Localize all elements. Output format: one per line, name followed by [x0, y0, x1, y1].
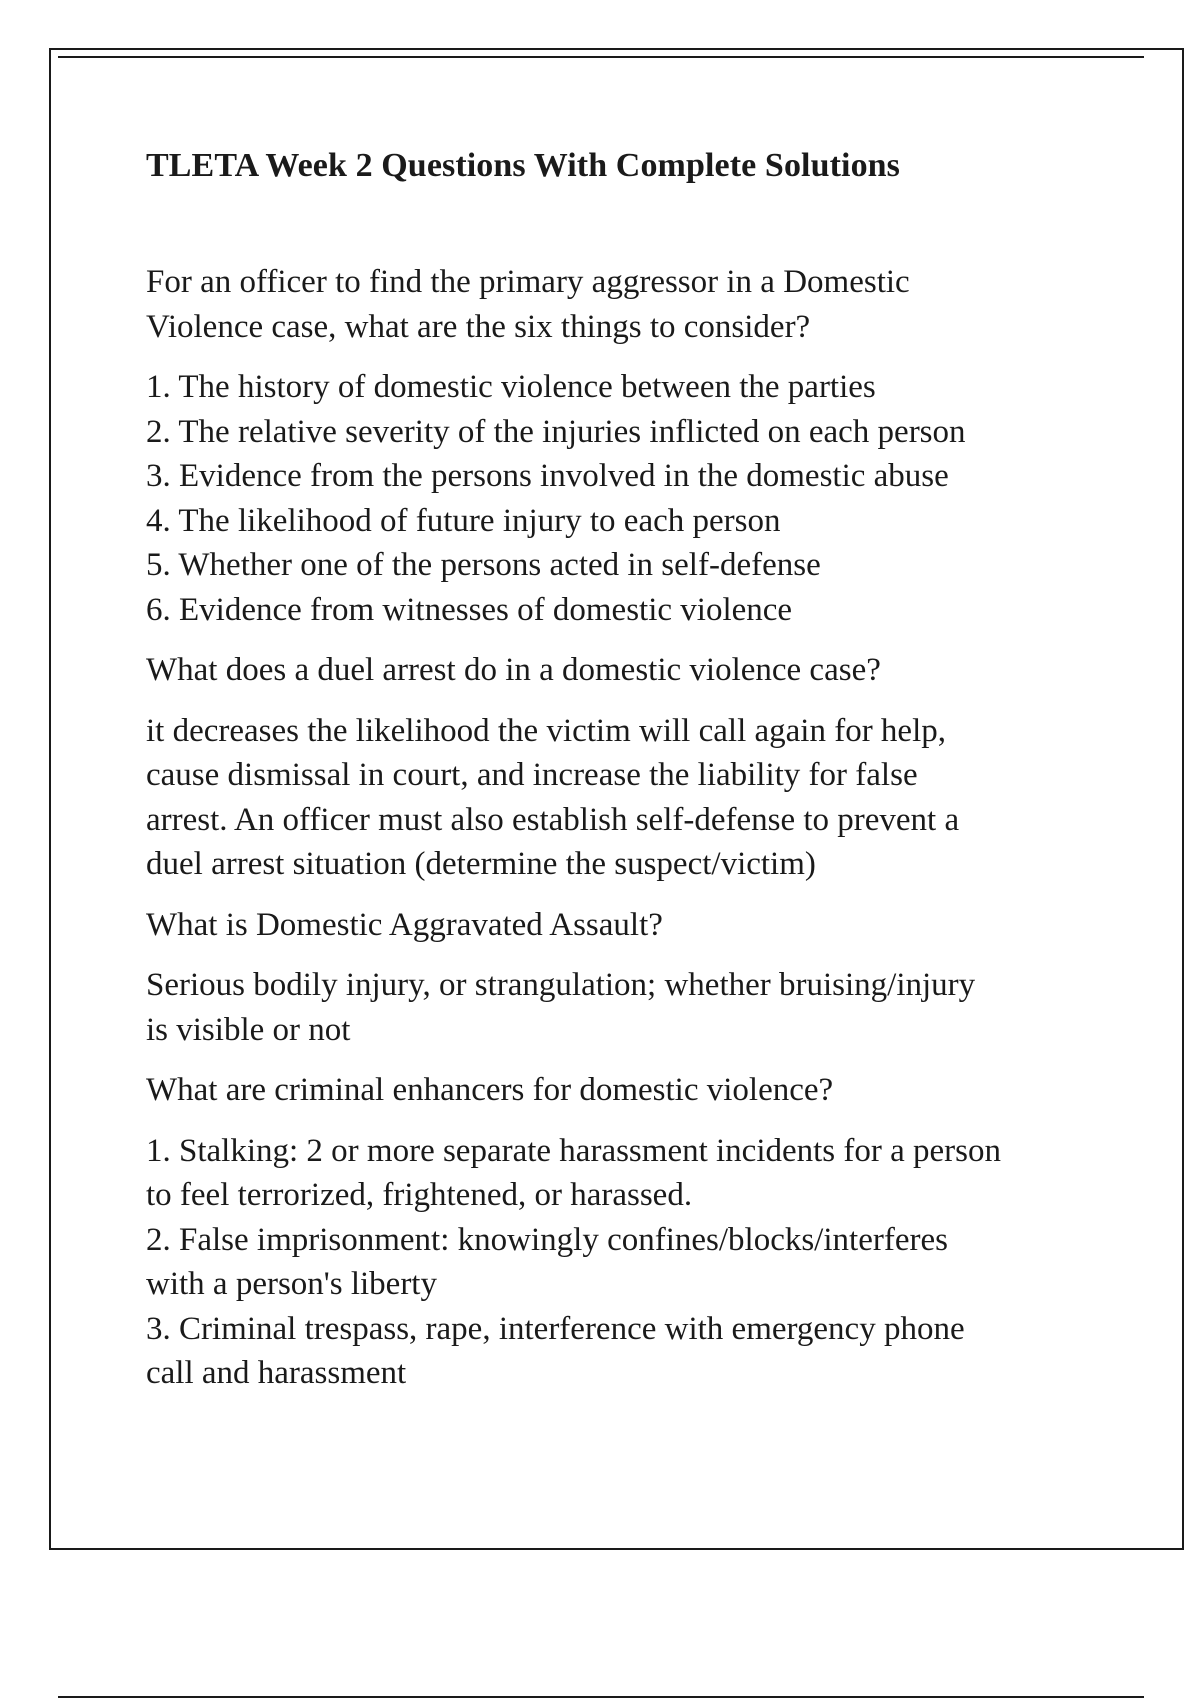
question-4 — [146, 1068, 1106, 1113]
question-line: For an officer to find the primary aggressor in a Domestic — [146, 264, 910, 300]
answer-1 — [146, 365, 1106, 632]
answer-line: arrest. An officer must also establish self-defense to prevent a — [146, 801, 960, 838]
answer-line: to feel terrorized, frightened, or harassed. — [146, 1177, 693, 1213]
answer-line: cause dismissal in court, and increase the liability for false — [146, 757, 918, 793]
document-title: TLETA Week 2 Questions With Complete Solutions — [146, 147, 901, 184]
question-1 — [146, 260, 1106, 349]
answer-line: 3. Criminal trespass, rape, interference with emergency phone — [146, 1310, 965, 1347]
answer-3 — [146, 963, 1106, 1052]
answer-line: is visible or not — [146, 1011, 351, 1048]
answer-line: 4. The likelihood of future injury to each person — [146, 502, 781, 539]
question-line: What does a duel arrest do in a domestic violence case? — [146, 652, 881, 688]
answer-2 — [146, 709, 1106, 887]
answer-line: 1. The history of domestic violence between the parties — [146, 369, 876, 405]
answer-line: duel arrest situation (determine the suspect/victim) — [146, 846, 816, 882]
answer-line: 2. False imprisonment: knowingly confines/blocks/interferes — [146, 1221, 948, 1258]
answer-line: it decreases the likelihood the victim will call again for help, — [146, 712, 946, 749]
answer-line: 6. Evidence from witnesses of domestic violence — [146, 591, 793, 628]
document-body — [146, 140, 1106, 1412]
question-line: What is Domestic Aggravated Assault? — [146, 906, 663, 943]
answer-line: 2. The relative severity of the injuries inflicted on each person — [146, 413, 966, 450]
bottom-divider — [58, 1696, 1144, 1698]
answer-line: with a person's liberty — [146, 1266, 437, 1302]
answer-line: 1. Stalking: 2 or more separate harassment incidents for a person — [146, 1132, 1002, 1169]
answer-line: 5. Whether one of the persons acted in self-defense — [146, 547, 821, 583]
answer-line: Serious bodily injury, or strangulation; whether bruising/injury — [146, 967, 976, 1003]
question-line: What are criminal enhancers for domestic violence? — [146, 1072, 834, 1108]
question-line: Violence case, what are the six things to consider? — [146, 308, 811, 345]
answer-line: call and harassment — [146, 1355, 407, 1391]
qa-list — [146, 260, 1106, 1396]
top-divider — [58, 56, 1144, 58]
answer-4 — [146, 1129, 1106, 1396]
answer-line: 3. Evidence from the persons involved in the domestic abuse — [146, 458, 949, 494]
question-2 — [146, 648, 1106, 693]
question-3 — [146, 903, 1106, 948]
